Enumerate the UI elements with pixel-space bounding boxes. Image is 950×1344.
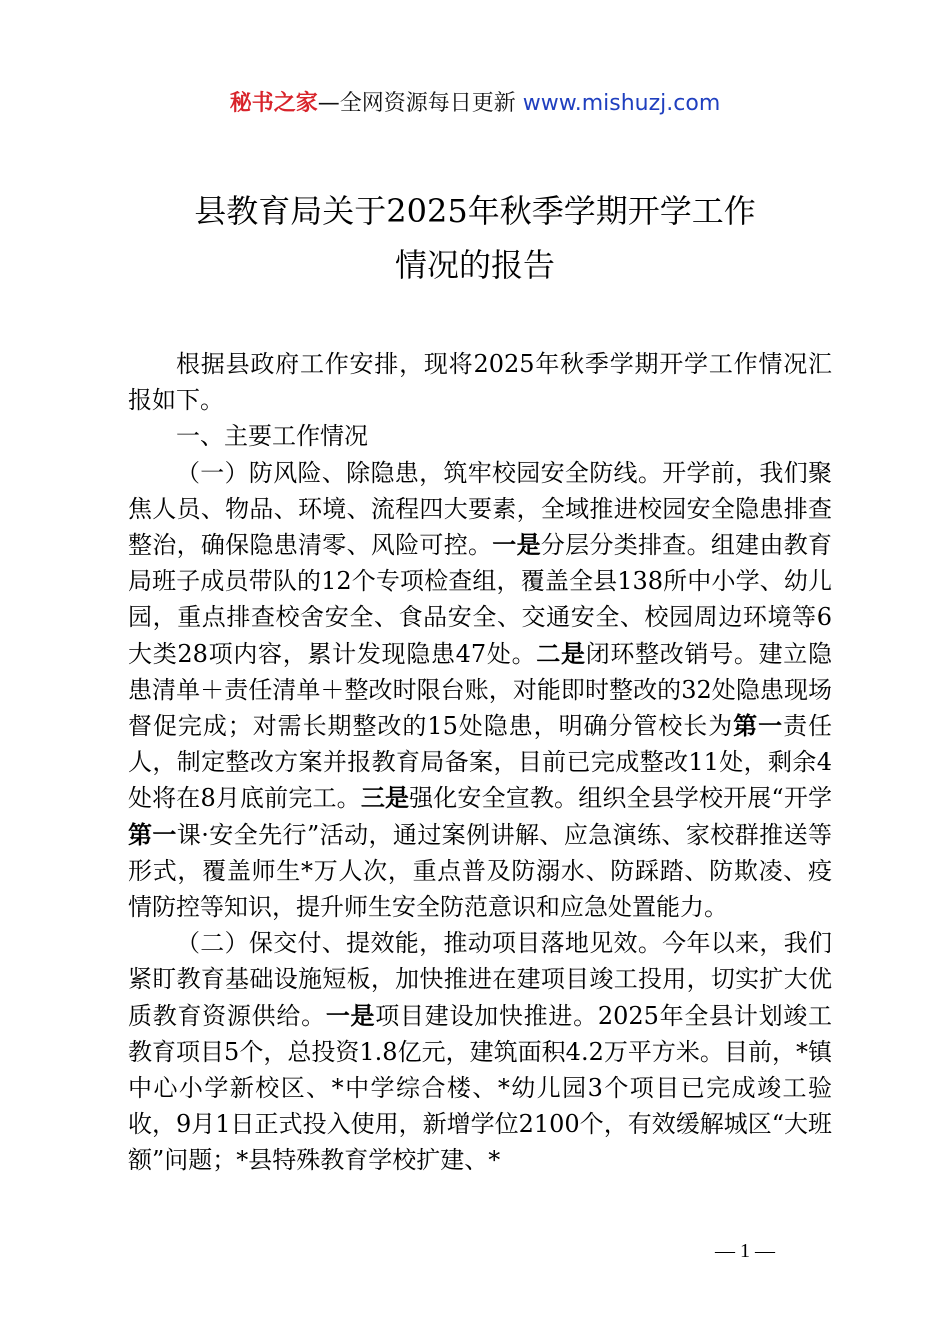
- page-number: — 1 —: [715, 1240, 775, 1262]
- point-3-text-b: 课·安全先行”活动，通过案例讲解、应急演练、家校群推送等形式，覆盖师生*万人次，重点普及防溺水、防踩踏、防欺凌、疫情防控等知识，提升师生安全防范意识和应急处置能力。: [128, 820, 832, 922]
- point-2-strong: 第一: [733, 711, 784, 741]
- point-2-text-b: 责任人，制定整改方案并报教育局备案，目前已完成整改11处，剩余4处将在8月底前完工。: [128, 712, 833, 813]
- point-3-label: 三是: [360, 783, 410, 813]
- subsection-2-paragraph: [128, 925, 832, 1178]
- banner-slogan: —全网资源每日更新: [317, 91, 523, 116]
- site-banner: [0, 86, 950, 122]
- point-1-text: 分层分类排查。组建由教育局班子成员带队的12个专项检查组，覆盖全县138所中小学、幼儿园，重点排查校舍安全、食品安全、交通安全、校园周边环境等6大类28项内容，累计发现隐患47处。: [128, 531, 833, 668]
- point-2-label: 二是: [536, 638, 586, 668]
- subsection-2-text: 今年以来，我们紧盯教育基础设施短板，加快推进在建项目竣工投用，切实扩大优质教育资源供给。: [128, 929, 833, 1030]
- sub2-point-1-text: 项目建设加快推进。2025年全县计划竣工教育项目5个，总投资1.8亿元，建筑面积4.2万平方米。目前，*镇中心小学新校区、*中学综合楼、*幼儿园3个项目已完成竣工验收，9月1日正式投入使用，新增学位2100个，有效缓解城区“大班额”问题；*县特殊教育学校扩建、*: [128, 1001, 833, 1175]
- sub2-point-1-label: 一是: [325, 1000, 376, 1030]
- point-3-text-a: 强化安全宣教。组织全县学校开展“开学: [409, 784, 832, 813]
- brand-name: 秘书之家: [229, 91, 318, 116]
- point-2-text-a: 闭环整改销号。建立隐患清单＋责任清单＋整改时限台账，对能即时整改的32处隐患现场督促完成；对需长期整改的15处隐患，明确分管校长为: [128, 639, 833, 741]
- point-3-strong: 第一: [128, 819, 177, 849]
- point-1-label: 一是: [492, 530, 541, 560]
- title-line-1: 县教育局关于2025年秋季学期开学工作: [194, 192, 756, 230]
- subsection-1-lead: （一）防风险、除隐患，筑牢校园安全防线。: [176, 458, 663, 487]
- document-title: [0, 184, 950, 292]
- subsection-1-paragraph: [128, 455, 832, 926]
- site-url-link[interactable]: www.mishuzj.com: [522, 91, 721, 116]
- section-heading: 一、主要工作情况: [176, 422, 368, 451]
- subsection-2-lead: （二）保交付、提效能，推动项目落地见效。: [176, 929, 663, 958]
- title-line-2: 情况的报告: [394, 246, 555, 284]
- subsection-1-text: 开学前，我们聚焦人员、物品、环境、流程四大要素，全域推进校园安全隐患排查整治，确保隐患清零、风险可控。: [128, 458, 833, 560]
- intro-paragraph: 根据县政府工作安排，现将2025年秋季学期开学工作情况汇报如下。: [128, 350, 832, 415]
- document-body: [128, 346, 832, 1179]
